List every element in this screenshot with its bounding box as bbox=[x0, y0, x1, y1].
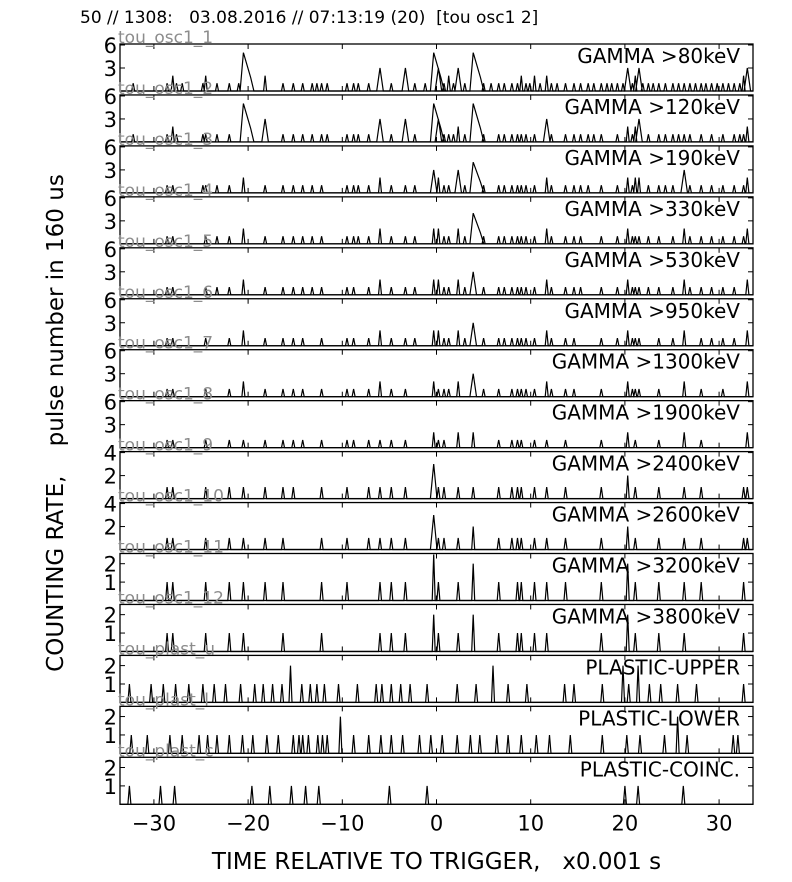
y-tick-label: 3 bbox=[103, 57, 117, 81]
x-tick-label: 20 bbox=[611, 811, 639, 836]
y-tick-label: 1 bbox=[103, 723, 117, 748]
series-name: tou_osc1_5 bbox=[118, 231, 214, 252]
y-tick-label: 2 bbox=[103, 756, 117, 781]
y-tick-label: 6 bbox=[103, 288, 117, 313]
panel-tou_plast_c bbox=[104, 741, 753, 835]
y-tick-label: 3 bbox=[103, 260, 117, 285]
x-tick-label: 10 bbox=[517, 811, 545, 836]
y-tick-label: 1 bbox=[103, 571, 117, 596]
x-tick-label: −30 bbox=[131, 811, 177, 836]
y-tick-label: 2 bbox=[103, 464, 117, 489]
y-tick-label: 3 bbox=[103, 209, 117, 234]
x-tick-label: −20 bbox=[225, 811, 271, 836]
y-tick-label: 6 bbox=[103, 135, 117, 160]
y-tick-label: 6 bbox=[103, 84, 117, 109]
series-name: tou_osc1_2 bbox=[118, 78, 214, 99]
panel-title: PLASTIC-UPPER bbox=[585, 655, 740, 680]
panel-title: GAMMA >2400keV bbox=[551, 451, 740, 476]
series-name: tou_osc1_7 bbox=[118, 333, 214, 354]
y-tick-label: 3 bbox=[103, 311, 117, 336]
panel-title: GAMMA >2600keV bbox=[551, 502, 740, 527]
panel-title: PLASTIC-COINC. bbox=[579, 757, 740, 782]
panel-title: GAMMA >950keV bbox=[564, 298, 740, 323]
y-tick-label: 6 bbox=[103, 390, 117, 415]
series-name: tou_plast_c bbox=[118, 741, 214, 762]
y-tick-label: 2 bbox=[103, 603, 117, 628]
panel-title: GAMMA >3200keV bbox=[551, 553, 740, 578]
y-tick-label: 3 bbox=[103, 158, 117, 183]
series-name: tou_osc1_10 bbox=[118, 486, 224, 507]
panel-title: GAMMA >530keV bbox=[564, 247, 740, 272]
y-tick-label: 4 bbox=[103, 441, 117, 466]
y-tick-label: 1 bbox=[103, 622, 117, 647]
x-tick-label: 30 bbox=[705, 811, 733, 836]
y-tick-label: 6 bbox=[103, 237, 117, 262]
panel-title: GAMMA >1900keV bbox=[551, 400, 740, 425]
x-tick-label: 0 bbox=[429, 811, 444, 836]
y-tick-label: 1 bbox=[103, 774, 117, 799]
series-name: tou_osc1_6 bbox=[118, 282, 214, 303]
series-name: tou_osc1_11 bbox=[118, 537, 224, 558]
chart-header: 50 // 1308: 03.08.2016 // 07:13:19 (20) [tou osc1 2] bbox=[80, 8, 539, 28]
series-name: tou_osc1_3 bbox=[118, 129, 214, 150]
y-tick-label: 6 bbox=[103, 34, 117, 58]
y-tick-label: 6 bbox=[103, 339, 117, 364]
panel-title: PLASTIC-LOWER bbox=[578, 706, 740, 731]
panel-title: GAMMA >1300keV bbox=[551, 349, 740, 374]
x-tick-label: −10 bbox=[320, 811, 365, 836]
panel-title: GAMMA >80keV bbox=[577, 44, 740, 68]
series-name: tou_osc1_4 bbox=[118, 180, 214, 201]
y-tick-label: 2 bbox=[103, 705, 117, 730]
y-tick-label: 3 bbox=[103, 413, 117, 438]
series-name: tou_osc1_8 bbox=[118, 384, 214, 405]
panel-title: GAMMA >120keV bbox=[564, 94, 740, 119]
y-axis-label: COUNTING RATE, pulse number in 160 us bbox=[43, 174, 69, 672]
series-name: tou_osc1_12 bbox=[118, 588, 224, 609]
y-tick-label: 6 bbox=[103, 186, 117, 211]
panel-title: GAMMA >3800keV bbox=[551, 604, 740, 629]
series-name: tou_osc1_1 bbox=[118, 28, 214, 48]
series-name: tou_osc1_9 bbox=[118, 435, 214, 456]
series-name: tou_plast_l bbox=[118, 690, 210, 711]
y-tick-label: 2 bbox=[103, 552, 117, 577]
y-tick-label: 3 bbox=[103, 362, 117, 387]
series-name: tou_plast_u bbox=[118, 639, 216, 660]
x-axis-label: TIME RELATIVE TO TRIGGER, x0.001 s bbox=[211, 849, 662, 875]
panel-title: GAMMA >330keV bbox=[564, 196, 740, 221]
panel-title: GAMMA >190keV bbox=[564, 145, 740, 170]
y-tick-label: 3 bbox=[103, 107, 117, 132]
y-tick-label: 2 bbox=[103, 654, 117, 679]
y-tick-label: 4 bbox=[103, 492, 117, 517]
y-tick-label: 2 bbox=[103, 515, 117, 540]
y-tick-label: 1 bbox=[103, 673, 117, 697]
